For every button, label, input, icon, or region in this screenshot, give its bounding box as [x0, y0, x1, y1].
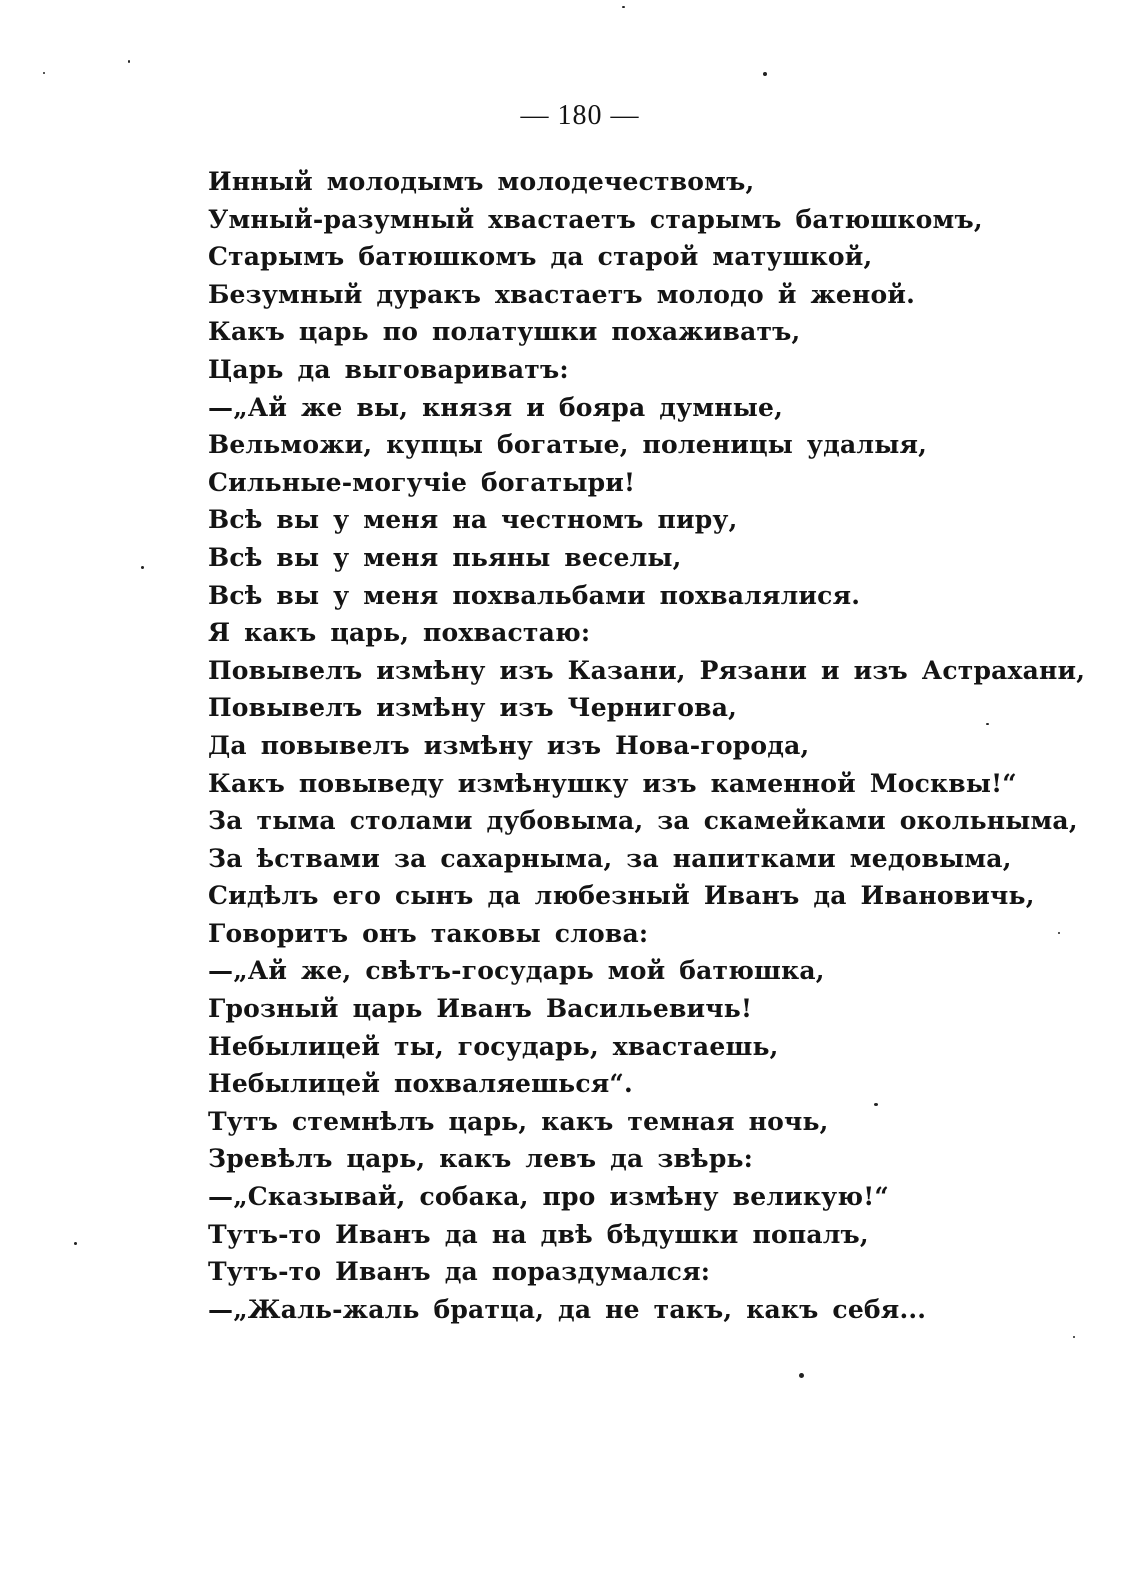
scan-speck: [43, 72, 45, 74]
verse-line: Сильные-могучіе богатыри!: [208, 467, 636, 497]
verse-line: Говоритъ онъ таковы слова:: [208, 918, 649, 948]
page-number: — 180 —: [520, 100, 640, 131]
scan-speck: [622, 6, 625, 8]
verse-line: Всѣ вы у меня на честномъ пиру,: [208, 505, 738, 535]
verse-line: Какъ повыведу измѣнушку изъ каменной Москвы!“: [208, 768, 1017, 798]
verse-line: Я какъ царь, похвастаю:: [208, 618, 591, 648]
verse-line: —„Жаль-жаль братца, да не такъ, какъ себя...: [208, 1294, 927, 1324]
verse-line: Сидѣлъ его сынъ да любезный Иванъ да Ивановичь,: [208, 881, 1035, 911]
verse-line: Грозный царь Иванъ Васильевичь!: [208, 994, 753, 1024]
scan-speck: [1073, 1336, 1075, 1338]
scan-speck: [874, 1103, 878, 1106]
verse-line: Тутъ-то Иванъ да на двѣ бѣдушки попалъ,: [208, 1219, 869, 1249]
verse-line: Какъ царь по полатушки похаживатъ,: [208, 317, 801, 347]
scan-speck: [141, 566, 144, 569]
verse-line: Повывелъ измѣну изъ Казани, Рязани и изъ Астрахани,: [208, 655, 1086, 685]
verse-line: Тутъ-то Иванъ да пораздумался:: [208, 1257, 711, 1287]
verse-line: За тыма столами дубовыма, за скамейками окольныма,: [208, 806, 1078, 836]
scan-speck: [74, 1242, 77, 1245]
verse-line: —„Ай же вы, князя и бояра думные,: [208, 392, 784, 422]
scan-speck: [799, 1373, 804, 1378]
verse-line: Вельможи, купцы богатые, поленицы удалыя,: [208, 430, 928, 460]
verse-line: Старымъ батюшкомъ да старой матушкой,: [208, 242, 873, 272]
verse-line: Да повывелъ измѣну изъ Нова-города,: [208, 730, 810, 760]
verse-line: Всѣ вы у меня похвальбами похвалялися.: [208, 580, 861, 610]
verse-line: Небылицей ты, государь, хвастаешь,: [208, 1031, 779, 1061]
verse-text: [208, 163, 1108, 1328]
verse-line: Зревѣлъ царь, какъ левъ да звѣрь:: [208, 1144, 754, 1174]
verse-line: —„Сказывай, собака, про измѣну великую!“: [208, 1182, 889, 1212]
verse-line: Умный-разумный хвастаетъ старымъ батюшкомъ,: [208, 204, 983, 234]
verse-line: Повывелъ измѣну изъ Чернигова,: [208, 693, 737, 723]
verse-line: Всѣ вы у меня пьяны веселы,: [208, 542, 682, 572]
verse-line: Безумный дуракъ хвастаетъ молодо й женой.: [208, 279, 916, 309]
verse-line: Инный молодымъ молодечествомъ,: [208, 167, 755, 196]
scan-speck: [1058, 932, 1060, 934]
scan-speck: [986, 723, 989, 725]
verse-line: За ѣствами за сахарныма, за напитками медовыма,: [208, 843, 1012, 873]
scan-speck: [763, 72, 767, 76]
verse-line: Небылицей похваляешься“.: [208, 1069, 633, 1099]
verse-line: Тутъ стемнѣлъ царь, какъ темная ночь,: [208, 1106, 829, 1136]
verse-line: Царь да выговариватъ:: [208, 354, 569, 384]
scan-speck: [128, 60, 130, 63]
verse-line: —„Ай же, свѣтъ-государь мой батюшка,: [208, 956, 825, 986]
